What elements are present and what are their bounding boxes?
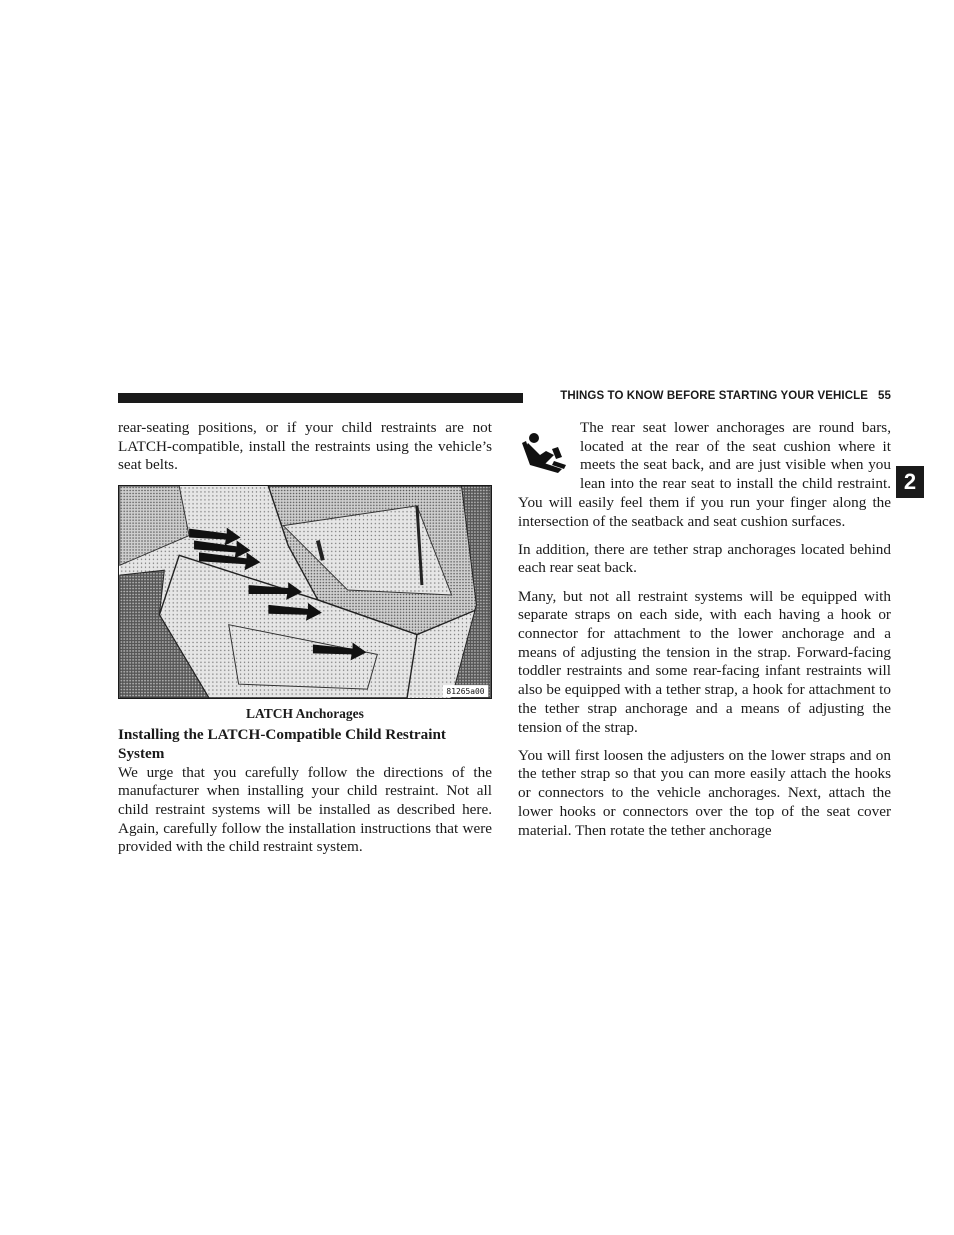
section-title: THINGS TO KNOW BEFORE STARTING YOUR VEHICLE — [560, 390, 868, 402]
child-seat-icon — [514, 421, 580, 477]
body-paragraph: We urge that you carefully follow the directions of the manufacturer when installing your child restraint. Not all child restraint systems will be installed as described here. Again, carefully follow the installation instructions that were provided with the child restraint system. — [118, 763, 492, 856]
latch-anchorages-illustration — [118, 485, 492, 699]
left-column — [118, 419, 492, 857]
page-number: 55 — [878, 390, 891, 402]
chapter-tab: 2 — [896, 466, 924, 498]
intro-paragraph: rear-seating positions, or if your child restraints are not LATCH-compatible, install the restraints using the vehicle’s seat belts. — [118, 419, 492, 474]
paragraph-installation-steps: You will first loosen the adjusters on the lower straps and on the tether strap so that you can more easily attach the hooks or connectors to the vehicle anchorages. Next, attach the lower hooks or connectors over the top of the seat cover material. Then rotate the tether anchorage — [518, 746, 891, 839]
section-heading: Installing the LATCH-Compatible Child Restraint System — [118, 726, 446, 762]
right-column — [518, 419, 891, 840]
header-rule — [118, 393, 523, 403]
paragraph-lower-anchorages: The rear seat lower anchorages are round bars, located at the rear of the seat cushion where it meets the seat back, and are just visible when you lean into the rear seat to install the child restraint. You will easily feel them if you run your finger along the intersection of the seatback and seat cushion surfaces. — [518, 419, 891, 530]
running-header — [533, 390, 891, 402]
paragraph-restraint-straps: Many, but not all restraint systems will be equipped with separate straps on each side, with each having a hook or connector for attachment to the lower anchorage and a means of adjusting the tension in the strap. Forward-facing toddler restraints and some rear-facing infant restraints will also be equipped with a tether strap, a hook for attachment to the tether strap anchorage and a means of adjusting the tension of the strap. — [518, 587, 891, 736]
figure-caption: LATCH Anchorages — [246, 706, 364, 722]
paragraph-tether-anchorages: In addition, there are tether strap anchorages located behind each rear seat back. — [518, 540, 891, 577]
figure-code: 81265a00 — [446, 687, 485, 697]
